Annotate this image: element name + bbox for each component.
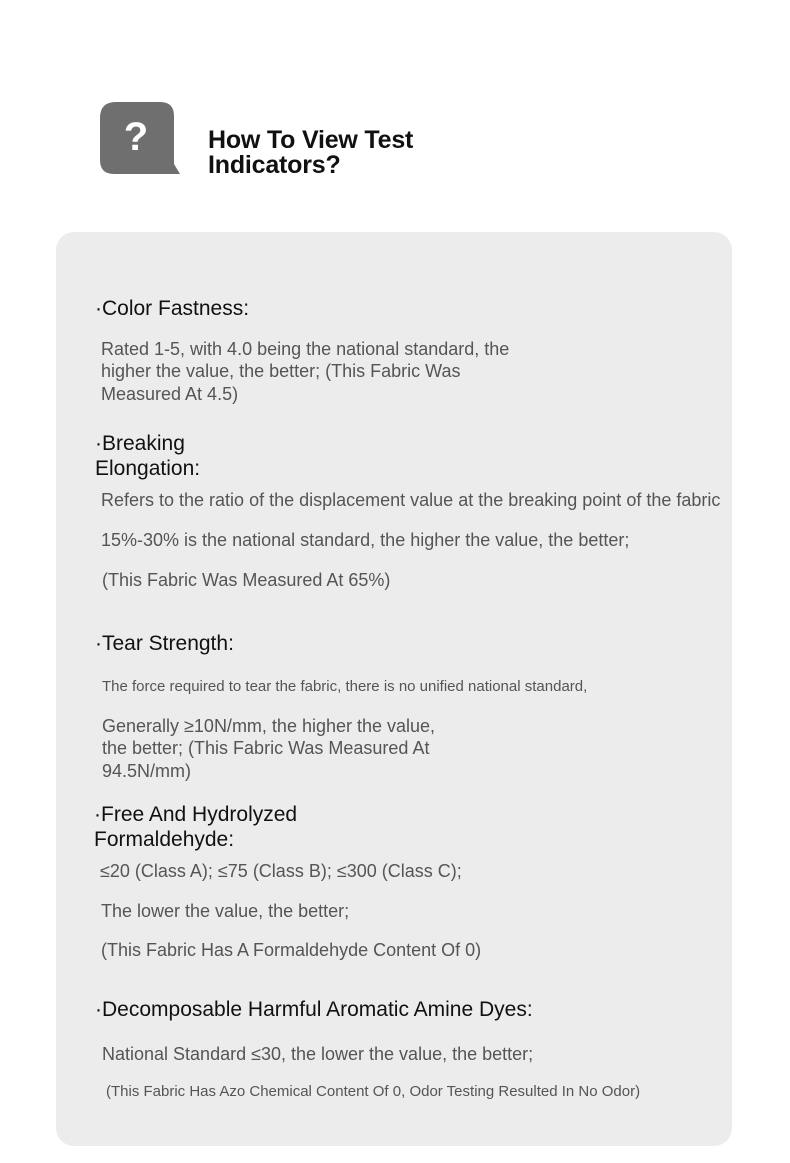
color-fastness-text-2: higher the value, the better; (This Fabric Was <box>101 361 461 381</box>
breaking-elongation-title-line-2: Elongation: <box>95 457 201 480</box>
tear-strength-text-2: Generally ≥10N/mm, the higher the value, <box>102 716 436 736</box>
formaldehyde-title-line-1: ·Free And Hydrolyzed <box>94 803 298 826</box>
breaking-elongation-title-line-1: ·Breaking <box>95 432 185 455</box>
page-header <box>98 102 558 187</box>
page-title-line-1: How To View Test <box>208 126 414 154</box>
aromatic-amine-text-1: National Standard ≤30, the lower the value, the better; <box>102 1044 534 1064</box>
section-title-tear-strength: ·Tear Strength: <box>95 632 234 655</box>
page-title <box>208 128 508 178</box>
aromatic-amine-text-2: (This Fabric Has Azo Chemical Content Of 0, Odor Testing Resulted In No Odor) <box>106 1083 641 1100</box>
breaking-elongation-text-3: (This Fabric Was Measured At 65%) <box>102 570 391 590</box>
tear-strength-text-4: 94.5N/mm) <box>102 761 192 781</box>
section-title-aromatic-amine-dyes: ·Decomposable Harmful Aromatic Amine Dyes: <box>95 998 533 1021</box>
tear-strength-text-1: The force required to tear the fabric, there is no unified national standard, <box>102 678 588 695</box>
section-title-color-fastness: ·Color Fastness: <box>95 297 250 320</box>
section-title-formaldehyde <box>94 802 297 852</box>
page-title-line-2: Indicators? <box>208 151 341 179</box>
color-fastness-text-1: Rated 1-5, with 4.0 being the national standard, the <box>101 339 510 359</box>
question-mark-glyph: ? <box>123 115 149 159</box>
breaking-elongation-text-1: Refers to the ratio of the displacement value at the breaking point of the fabric <box>101 490 721 510</box>
tear-strength-text-3: the better; (This Fabric Was Measured At <box>102 738 430 758</box>
formaldehyde-title-line-2: Formaldehyde: <box>94 828 235 851</box>
breaking-elongation-text-2: 15%-30% is the national standard, the higher the value, the better; <box>101 530 630 550</box>
section-title-breaking-elongation <box>95 431 200 481</box>
formaldehyde-text-1: ≤20 (Class A); ≤75 (Class B); ≤300 (Class C); <box>100 861 462 881</box>
question-bubble-icon <box>98 102 180 176</box>
formaldehyde-text-2: The lower the value, the better; <box>101 901 350 921</box>
formaldehyde-text-3: (This Fabric Has A Formaldehyde Content Of 0) <box>101 940 482 960</box>
color-fastness-text-3: Measured At 4.5) <box>101 384 239 404</box>
